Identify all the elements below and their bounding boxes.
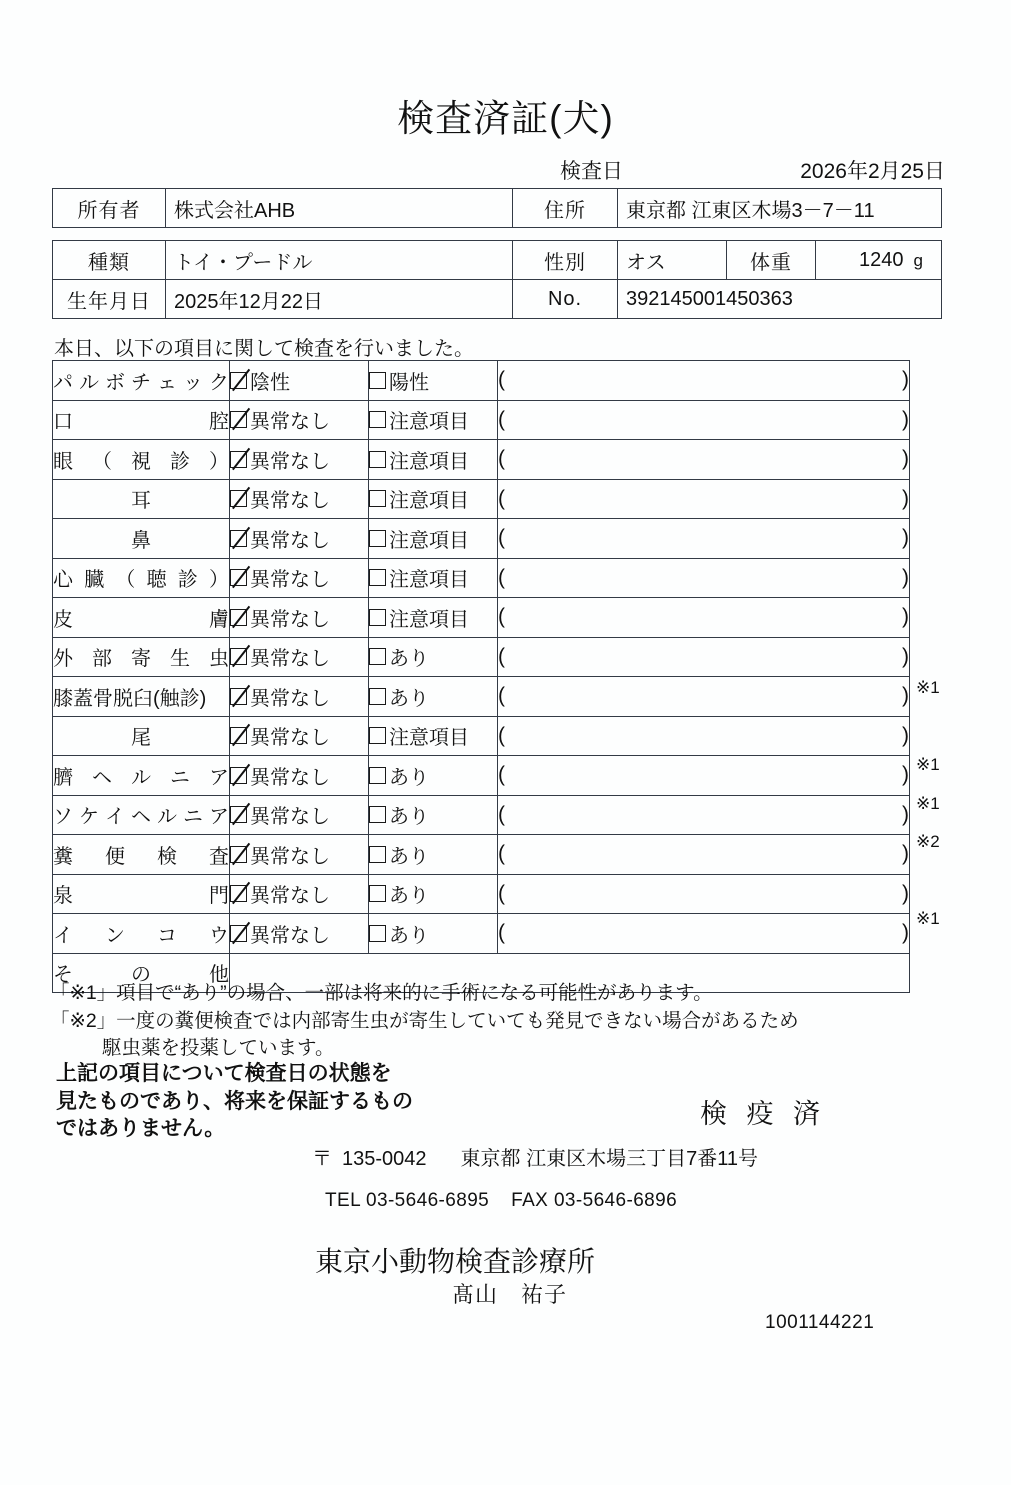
checklist-option-b[interactable]: [369, 874, 498, 914]
checklist-option-a[interactable]: [230, 874, 369, 914]
checklist-item-label: 心 臓 （ 聴 診 ）: [53, 558, 230, 598]
checkbox-label: あり: [389, 885, 429, 908]
close-paren: ): [902, 723, 909, 747]
table-row: [53, 598, 910, 638]
close-paren: ): [902, 447, 909, 471]
table-row: [53, 835, 910, 875]
disclaimer-line-2: 見たものであり、将来を保証するもの: [56, 1089, 413, 1113]
checkbox-label: 注意項目: [389, 490, 469, 513]
open-paren: (: [498, 447, 505, 471]
checklist-option-a[interactable]: [230, 795, 369, 835]
checkbox-checked-icon[interactable]: [230, 451, 247, 468]
checkbox-label: 異常なし: [250, 569, 330, 592]
registration-no-label: No.: [513, 280, 618, 319]
footnote-marker: ※1: [916, 909, 940, 928]
checkbox-icon[interactable]: [369, 688, 386, 705]
checklist-option-a[interactable]: [230, 361, 369, 401]
close-paren: ): [902, 368, 909, 392]
table-row: [53, 280, 942, 319]
checkbox-option[interactable]: [369, 721, 469, 750]
checkbox-option[interactable]: [230, 524, 330, 553]
open-paren: (: [498, 842, 505, 866]
checklist-item-label: 糞 便 検 査: [53, 835, 230, 875]
checkbox-icon[interactable]: [369, 530, 386, 547]
checklist-option-b[interactable]: [369, 677, 498, 717]
checklist-option-a[interactable]: [230, 479, 369, 519]
checkbox-option[interactable]: [230, 682, 330, 711]
checklist-item-label: ソ ケ イ ヘ ル ニ ア: [53, 795, 230, 835]
checkbox-label: 異常なし: [250, 845, 330, 868]
checklist-note-cell[interactable]: [498, 400, 910, 440]
checkbox-label: 陽性: [389, 371, 429, 394]
table-row: [53, 677, 910, 717]
footnote-line-2: 「※2」一度の糞便検査では内部寄生虫が寄生していても発見できない場合があるため: [50, 1009, 799, 1032]
checklist-option-b[interactable]: [369, 598, 498, 638]
checkbox-option[interactable]: [230, 761, 330, 790]
checklist-item-label: 泉 門: [53, 874, 230, 914]
close-paren: ): [902, 407, 909, 431]
checkbox-label: 異常なし: [250, 727, 330, 750]
checkbox-option[interactable]: [230, 721, 330, 750]
table-row: [53, 519, 910, 559]
checkbox-label: 注意項目: [389, 411, 469, 434]
weight-value: 1240: [859, 248, 904, 271]
checkbox-option[interactable]: [369, 484, 469, 513]
checkbox-option[interactable]: [230, 405, 330, 434]
veterinarian-name: 髙山 祐子: [452, 1282, 568, 1307]
checklist-item-label: 口 腔: [53, 400, 230, 440]
table-row: [53, 795, 910, 835]
checkbox-checked-icon[interactable]: [230, 806, 247, 823]
checklist-option-b[interactable]: [369, 400, 498, 440]
checkbox-option[interactable]: [230, 919, 330, 948]
open-paren: (: [498, 881, 505, 905]
checkbox-label: 異常なし: [250, 806, 330, 829]
checklist-item-label: 耳: [53, 479, 230, 519]
checkbox-option[interactable]: [369, 563, 469, 592]
disclaimer: [56, 1060, 413, 1143]
checklist-option-b[interactable]: [369, 914, 498, 954]
checklist-option-b[interactable]: [369, 637, 498, 677]
close-paren: ): [902, 526, 909, 550]
checkbox-checked-icon[interactable]: [230, 846, 247, 863]
exam-date-label: 検査日: [560, 160, 623, 183]
checklist-note-cell[interactable]: [498, 637, 910, 677]
footnote-line-3: 駆虫薬を投薬しています。: [102, 1037, 335, 1060]
close-paren: ): [902, 644, 909, 668]
checkbox-label: 注意項目: [389, 727, 469, 750]
birthdate-value: 2025年12月22日: [166, 280, 513, 319]
checklist-item-label: 尾: [53, 716, 230, 756]
checkbox-icon[interactable]: [369, 727, 386, 744]
checklist-note-cell[interactable]: [498, 677, 910, 717]
weight-label: 体重: [727, 241, 816, 280]
checklist-item-label: 膝蓋骨脱臼(触診): [53, 677, 230, 717]
open-paren: (: [498, 684, 505, 708]
address-label: 住所: [513, 189, 618, 228]
checkbox-option[interactable]: [369, 800, 429, 829]
checklist-item-label: パ ル ボ チ ェ ッ ク: [53, 361, 230, 401]
pet-info-table: [52, 240, 942, 319]
checkbox-checked-icon[interactable]: [230, 767, 247, 784]
checklist-note-cell[interactable]: [498, 519, 910, 559]
table-row: [53, 637, 910, 677]
close-paren: ): [902, 921, 909, 945]
checkbox-checked-icon[interactable]: [230, 727, 247, 744]
checklist-option-a[interactable]: [230, 677, 369, 717]
checklist-option-a[interactable]: [230, 914, 369, 954]
checklist-option-a[interactable]: [230, 519, 369, 559]
table-row: [53, 558, 910, 598]
checklist-note-cell[interactable]: [498, 479, 910, 519]
checklist-option-b[interactable]: [369, 519, 498, 559]
open-paren: (: [498, 605, 505, 629]
address-value: 東京都 江東区木場3－7－11: [618, 189, 942, 228]
checklist-option-a[interactable]: [230, 716, 369, 756]
checklist-item-label: 眼 （ 視 診 ）: [53, 440, 230, 480]
checkbox-label: あり: [389, 924, 429, 947]
open-paren: (: [498, 644, 505, 668]
checklist-option-a[interactable]: [230, 598, 369, 638]
checkbox-label: 陰性: [250, 371, 290, 394]
exam-date-row: [560, 155, 945, 185]
checkbox-icon[interactable]: [369, 609, 386, 626]
checklist-note-cell[interactable]: [498, 361, 910, 401]
table-row: [53, 914, 910, 954]
document-serial-number: 1001144221: [765, 1312, 875, 1333]
checklist-note-cell[interactable]: [498, 558, 910, 598]
close-paren: ): [902, 486, 909, 510]
close-paren: ): [902, 605, 909, 629]
checkbox-option[interactable]: [230, 642, 330, 671]
checkbox-label: 注意項目: [389, 608, 469, 631]
checkbox-label: 異常なし: [250, 608, 330, 631]
checkbox-label: あり: [389, 845, 429, 868]
checkbox-icon[interactable]: [369, 806, 386, 823]
footnote-line-1: 「※1」項目で“あり”の場合、一部は将来的に手術になる可能性があります。: [50, 982, 713, 1004]
owner-info-table: [52, 188, 942, 228]
table-row: [53, 361, 910, 401]
checklist-item-label: 皮 膚: [53, 598, 230, 638]
checklist-option-a[interactable]: [230, 637, 369, 677]
owner-label: 所有者: [53, 189, 166, 228]
checkbox-label: 異常なし: [250, 648, 330, 671]
checkbox-label: 異常なし: [250, 490, 330, 513]
checkbox-checked-icon[interactable]: [230, 925, 247, 942]
checklist-item-label: 鼻: [53, 519, 230, 559]
checklist-note-cell[interactable]: [498, 598, 910, 638]
open-paren: (: [498, 763, 505, 787]
checkbox-icon[interactable]: [369, 767, 386, 784]
checkbox-icon[interactable]: [369, 648, 386, 665]
table-row: [53, 874, 910, 914]
checklist-note-cell[interactable]: [498, 914, 910, 954]
checkbox-option[interactable]: [230, 800, 330, 829]
checkbox-label: 異常なし: [250, 885, 330, 908]
checklist-item-label: イ ン コ ウ: [53, 914, 230, 954]
table-row: [53, 756, 910, 796]
checkbox-checked-icon[interactable]: [230, 648, 247, 665]
checkbox-checked-icon[interactable]: [230, 569, 247, 586]
footnote-marker: ※1: [916, 678, 940, 697]
disclaimer-line-3: ではありません。: [56, 1117, 226, 1141]
owner-value: 株式会社AHB: [166, 189, 513, 228]
checkbox-icon[interactable]: [369, 490, 386, 507]
table-row: [53, 189, 942, 228]
checkbox-icon[interactable]: [369, 569, 386, 586]
close-paren: ): [902, 565, 909, 589]
breed-label: 種類: [53, 241, 166, 280]
checkbox-label: あり: [389, 806, 429, 829]
checkbox-checked-icon[interactable]: [230, 885, 247, 902]
checkbox-label: 注意項目: [389, 569, 469, 592]
open-paren: (: [498, 486, 505, 510]
weight-cell: [816, 241, 942, 280]
checkbox-label: あり: [389, 648, 429, 671]
checkbox-icon[interactable]: [369, 925, 386, 942]
close-paren: ): [902, 802, 909, 826]
checkbox-icon[interactable]: [369, 451, 386, 468]
checkbox-label: 注意項目: [389, 450, 469, 473]
page-title: 検査済証(犬): [397, 98, 614, 139]
checkbox-option[interactable]: [369, 366, 429, 395]
checkbox-checked-icon[interactable]: [230, 688, 247, 705]
checklist-option-b[interactable]: [369, 835, 498, 875]
footnote-marker: ※1: [916, 793, 940, 813]
checklist-item-label: 外 部 寄 生 虫: [53, 637, 230, 677]
quarantine-stamp: 検 疫 済: [700, 1099, 827, 1129]
checkbox-option[interactable]: [369, 879, 429, 908]
checklist-option-b[interactable]: [369, 756, 498, 796]
checklist-option-b[interactable]: [369, 440, 498, 480]
open-paren: (: [498, 802, 505, 826]
checklist-note-cell[interactable]: [498, 795, 910, 835]
checkbox-icon[interactable]: [369, 411, 386, 428]
clinic-name: 東京小動物検査診療所: [315, 1246, 596, 1277]
clinic-contact-line: [325, 1190, 677, 1212]
checkbox-label: 異常なし: [250, 450, 330, 473]
checklist-option-a[interactable]: [230, 440, 369, 480]
table-row: [53, 400, 910, 440]
open-paren: (: [498, 407, 505, 431]
clinic-zip: 135-0042: [342, 1148, 427, 1170]
open-paren: (: [498, 368, 505, 392]
registration-no-value: 392145001450363: [618, 280, 942, 319]
checkbox-checked-icon[interactable]: [230, 490, 247, 507]
checkbox-label: 異常なし: [250, 766, 330, 789]
inspection-checklist-table: [52, 360, 910, 993]
close-paren: ): [902, 684, 909, 708]
checkbox-label: あり: [389, 766, 429, 789]
checklist-note-cell[interactable]: [498, 835, 910, 875]
checkbox-option[interactable]: [230, 445, 330, 474]
checklist-option-b[interactable]: [369, 558, 498, 598]
open-paren: (: [498, 921, 505, 945]
checkbox-option[interactable]: [230, 840, 330, 869]
checklist-item-label: 臍 ヘ ル ニ ア: [53, 756, 230, 796]
checkbox-label: 注意項目: [389, 529, 469, 552]
checkbox-label: 異常なし: [250, 687, 330, 710]
checkbox-label: 異常なし: [250, 529, 330, 552]
checklist-note-cell[interactable]: [498, 716, 910, 756]
weight-unit: g: [913, 250, 923, 270]
checkbox-checked-icon[interactable]: [230, 530, 247, 547]
clinic-postal-address: [312, 1142, 758, 1171]
birthdate-label: 生年月日: [53, 280, 166, 319]
checklist-option-a[interactable]: [230, 835, 369, 875]
checklist-note-cell[interactable]: [498, 874, 910, 914]
checkbox-option[interactable]: [230, 563, 330, 592]
checkbox-option[interactable]: [369, 445, 469, 474]
table-row: [53, 440, 910, 480]
footnotes: [50, 980, 950, 1063]
checkbox-option[interactable]: [230, 879, 330, 908]
checkbox-label: 異常なし: [250, 924, 330, 947]
checklist-option-a[interactable]: [230, 756, 369, 796]
table-row: [53, 716, 910, 756]
footnote-marker: ※1: [916, 755, 940, 774]
checklist-option-a[interactable]: [230, 400, 369, 440]
open-paren: (: [498, 526, 505, 550]
intro-text: 本日、以下の項目に関して検査を行いました。: [54, 338, 474, 360]
checklist-option-b[interactable]: [369, 795, 498, 835]
checkbox-option[interactable]: [369, 682, 429, 711]
clinic-fax: FAX 03-5646-6896: [511, 1190, 678, 1211]
postal-mark-icon: 〒: [312, 1148, 332, 1170]
checkbox-option[interactable]: [369, 524, 469, 553]
checkbox-label: あり: [389, 687, 429, 710]
table-row: [53, 241, 942, 280]
checkbox-option[interactable]: [369, 603, 469, 632]
clinic-address: 東京都 江東区木場三丁目7番11号: [460, 1148, 758, 1170]
checkbox-option[interactable]: [230, 484, 330, 513]
exam-date-value: 2026年2月25日: [800, 160, 945, 183]
checkbox-checked-icon[interactable]: [230, 609, 247, 626]
checkbox-option[interactable]: [369, 642, 429, 671]
checklist-option-a[interactable]: [230, 558, 369, 598]
open-paren: (: [498, 723, 505, 747]
table-row: [53, 479, 910, 519]
footnote-marker: ※2: [916, 832, 940, 851]
disclaimer-line-1: 上記の項目について検査日の状態を: [56, 1062, 392, 1085]
checkbox-option[interactable]: [230, 366, 290, 395]
checkbox-option[interactable]: [369, 840, 429, 869]
checklist-note-cell[interactable]: [498, 756, 910, 796]
checklist-item-label: そ の 他: [53, 953, 230, 993]
close-paren: ): [902, 881, 909, 905]
checklist-option-b[interactable]: [369, 479, 498, 519]
checkbox-label: 異常なし: [250, 411, 330, 434]
close-paren: ): [902, 842, 909, 866]
checkbox-icon[interactable]: [369, 846, 386, 863]
checkbox-checked-icon[interactable]: [230, 372, 247, 389]
checklist-option-b[interactable]: [369, 361, 498, 401]
checkbox-icon[interactable]: [369, 885, 386, 902]
checkbox-option[interactable]: [369, 761, 429, 790]
sex-value: オス: [618, 241, 727, 280]
open-paren: (: [498, 565, 505, 589]
checkbox-checked-icon[interactable]: [230, 411, 247, 428]
checklist-option-b[interactable]: [369, 716, 498, 756]
checkbox-icon[interactable]: [369, 372, 386, 389]
breed-value: トイ・プードル: [166, 241, 513, 280]
clinic-tel: TEL 03-5646-6895: [325, 1190, 490, 1211]
close-paren: ): [902, 763, 909, 787]
checkbox-option[interactable]: [230, 603, 330, 632]
sex-label: 性別: [513, 241, 618, 280]
checkbox-option[interactable]: [369, 919, 429, 948]
checklist-note-cell[interactable]: [498, 440, 910, 480]
checkbox-option[interactable]: [369, 405, 469, 434]
